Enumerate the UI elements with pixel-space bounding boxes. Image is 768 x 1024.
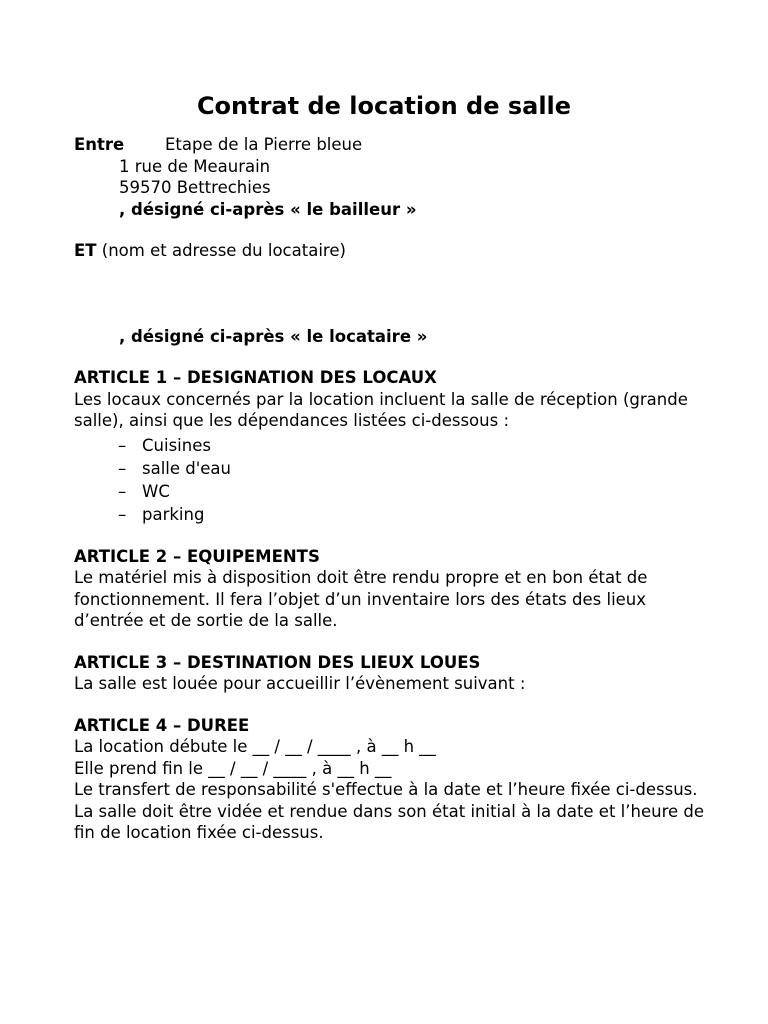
list-item-label: parking [142,504,205,524]
bailleur-address-line1: 1 rue de Meaurain [119,156,271,176]
locataire-designation: , désigné ci-après « le locataire » [119,326,428,346]
spacer [74,220,714,240]
list-item [74,503,714,526]
bailleur-address-line2: 59570 Bettrechies [119,178,271,197]
article-1 [74,367,714,526]
locataire-note: (nom et adresse du locataire) [101,241,346,260]
list-item-label: salle d'eau [142,458,232,478]
article-1-heading: ARTICLE 1 – DESIGNATION DES LOCAUX [74,368,437,387]
article-3 [74,652,714,695]
list-item-label: WC [142,481,170,501]
bullet-dash: – [118,481,127,501]
bullet-dash: – [118,458,127,478]
list-item [74,480,714,503]
article-3-heading: ARTICLE 3 – DESTINATION DES LIEUX LOUES [74,652,481,672]
bailleur-first-line [74,134,714,156]
start-date-line: La location débute le __ / __ / ____ , à __ h __ [74,737,436,756]
end-date-line: Elle prend fin le __ / __ / ____ , à __ h __ [74,758,392,778]
locataire-blank-space [74,262,714,326]
article-2-text: Le matériel mis à disposition doit être rendu propre et en bon état de fonctionnement. Il fera l’objet d’un inventaire lors des états des lieux d’entrée et de sortie de la salle. [74,568,648,630]
bailleur-label: Entre [74,135,125,154]
bullet-dash: – [118,504,127,524]
list-item [74,434,714,457]
locataire-line [74,240,714,262]
article-3-text: La salle est louée pour accueillir l’évènement suivant : [74,674,526,693]
article-4-heading: ARTICLE 4 – DUREE [74,715,250,735]
dependances-list [74,434,714,526]
bullet-dash: – [118,435,127,455]
document-title: Contrat de location de salle [196,92,572,120]
article-2 [74,546,714,632]
list-item [74,457,714,480]
article-4-text: Le transfert de responsabilité s'effectue à la date et l’heure fixée ci-dessus. La salle doit être vidée et rendue dans son état initial à la date et l’heure de fin de location fixée ci-dessus. [74,780,705,842]
bailleur-name: Etape de la Pierre bleue [165,135,363,154]
article-2-heading: ARTICLE 2 – EQUIPEMENTS [74,546,320,566]
bailleur-designation: , désigné ci-après « le bailleur » [119,199,417,219]
article-4 [74,715,714,844]
article-1-text: Les locaux concernés par la location incluent la salle de réception (grande salle), ainsi que les dépendances listées ci-dessous : [74,389,688,430]
locataire-label: ET [74,241,97,260]
contract-body [74,134,714,844]
list-item-label: Cuisines [142,435,211,455]
